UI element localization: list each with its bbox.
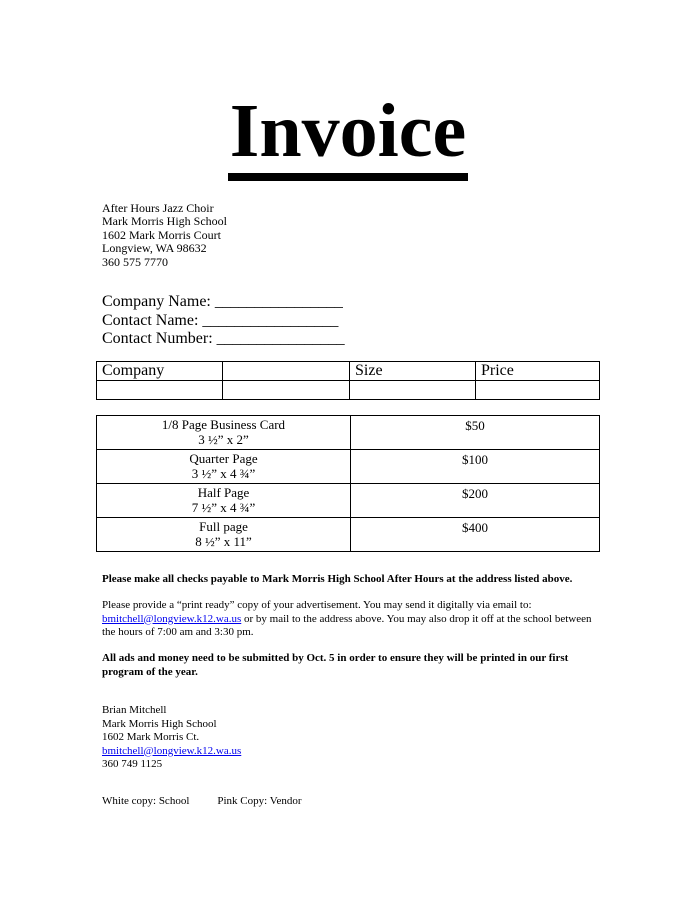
header-company: Company — [97, 362, 223, 381]
ad-description: Half Page 7 ½” x 4 ¾” — [97, 484, 351, 518]
address-line: 1602 Mark Morris Court — [102, 227, 221, 242]
ad-price: $50 — [351, 416, 600, 450]
pink-copy-label: Pink Copy: Vendor — [217, 795, 302, 807]
contact-form — [102, 293, 345, 349]
signature-email-link[interactable]: bmitchell@longview.k12.wa.us — [102, 744, 242, 757]
deadline-note: All ads and money need to be submitted by Oct. 5 in order to ensure they will be printed in our first program of the year. — [102, 652, 569, 678]
address-line: 360 575 7770 — [102, 254, 168, 269]
table-header-row — [97, 362, 600, 381]
address-line: After Hours Jazz Choir — [102, 201, 214, 215]
company-name-field[interactable]: Company Name: ________________ — [102, 293, 343, 310]
contact-number-field[interactable]: Contact Number: ________________ — [102, 330, 345, 347]
ad-description: 1/8 Page Business Card 3 ½” x 2” — [97, 416, 351, 450]
table-row — [97, 381, 600, 400]
white-copy-label: White copy: School — [102, 795, 190, 807]
invoice-title: Invoice — [0, 86, 696, 176]
signature-phone: 360 749 1125 — [102, 758, 163, 770]
header-blank — [223, 362, 350, 381]
blank-cell[interactable] — [223, 381, 350, 400]
ad-price: $400 — [351, 518, 600, 552]
ad-price: $100 — [351, 450, 600, 484]
pricing-row — [97, 416, 600, 450]
ad-price: $200 — [351, 484, 600, 518]
header-size: Size — [350, 362, 476, 381]
pricing-row — [97, 518, 600, 552]
price-cell[interactable] — [476, 381, 600, 400]
checks-note: Please make all checks payable to Mark Morris High School After Hours at the address listed above. — [102, 573, 573, 585]
pricing-table — [96, 415, 600, 552]
signature-name: Brian Mitchell — [102, 704, 167, 716]
order-table — [96, 361, 600, 400]
email-link[interactable]: bmitchell@longview.k12.wa.us — [102, 612, 242, 625]
org-address — [102, 202, 227, 269]
signature-block — [102, 704, 602, 772]
signature-street: 1602 Mark Morris Ct. — [102, 731, 200, 743]
ad-description: Quarter Page 3 ½” x 4 ¾” — [97, 450, 351, 484]
submission-note: Please provide a “print ready” copy of your advertisement. You may send it digitally via email to: bmitchell@longview.k12.wa.us or by mail to the address above. You may also drop it off at the school between the hours of 7:00 am and 3:30 pm. — [102, 599, 592, 638]
signature-school: Mark Morris High School — [102, 717, 217, 730]
header-price: Price — [476, 362, 600, 381]
address-line: Longview, WA 98632 — [102, 241, 207, 256]
pricing-row — [97, 450, 600, 484]
size-cell[interactable] — [350, 381, 476, 400]
company-cell[interactable] — [97, 381, 223, 400]
copies-line — [102, 795, 602, 809]
ad-description: Full page 8 ½” x 11” — [97, 518, 351, 552]
pricing-row — [97, 484, 600, 518]
address-line: Mark Morris High School — [102, 214, 227, 229]
contact-name-field[interactable]: Contact Name: _________________ — [102, 311, 339, 329]
